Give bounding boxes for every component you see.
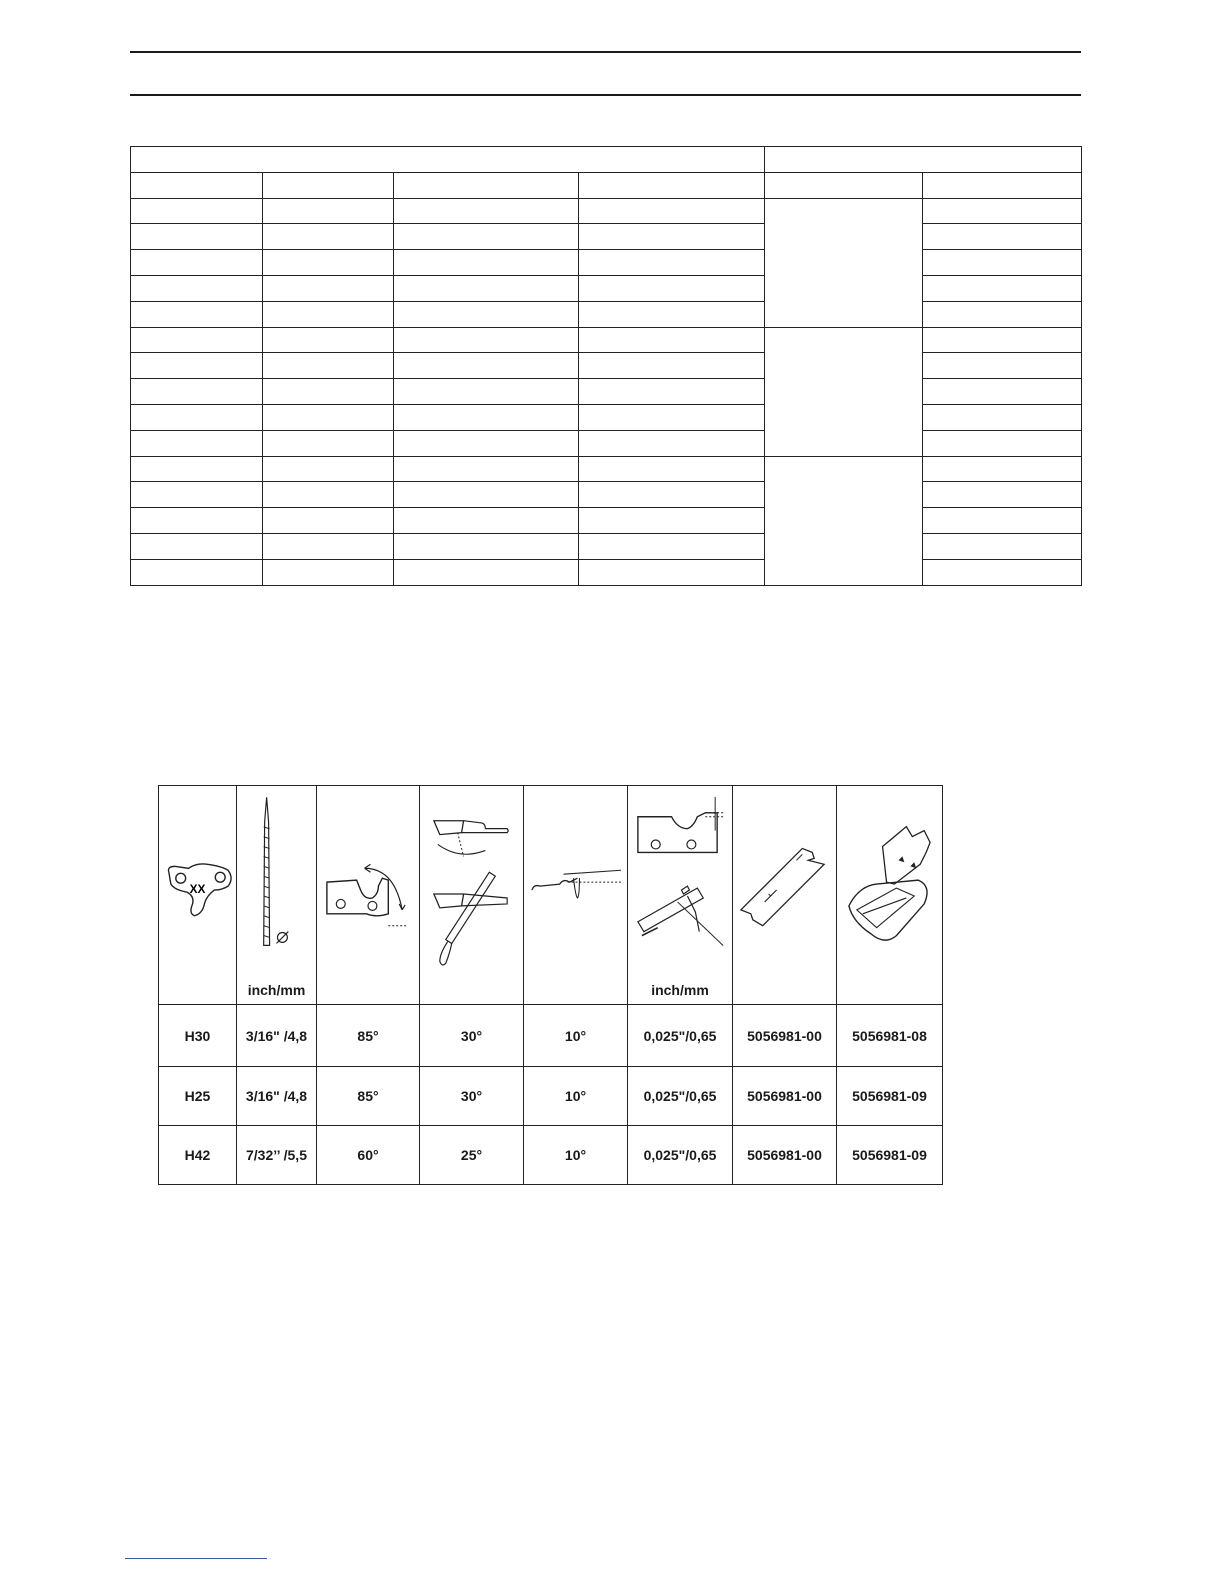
table-row	[131, 533, 1082, 559]
table-cell	[131, 508, 263, 534]
filing-angle-value-cell: 30°	[420, 1067, 524, 1126]
table-cell	[394, 301, 579, 327]
table-row	[131, 224, 1082, 250]
table-cell	[923, 224, 1082, 250]
table-cell	[394, 198, 579, 224]
table-cell	[923, 482, 1082, 508]
table-cell	[579, 508, 765, 534]
table-cell	[579, 250, 765, 276]
table-cell	[579, 404, 765, 430]
table-cell	[263, 327, 394, 353]
table-row	[131, 327, 1082, 353]
table-cell	[394, 327, 579, 353]
table-cell	[923, 533, 1082, 559]
top-angle-cell: 85°	[317, 1005, 420, 1067]
table-cell	[579, 430, 765, 456]
table-cell	[263, 275, 394, 301]
chain-type-cell: H30	[159, 1005, 237, 1067]
table-header-cell	[765, 147, 1082, 173]
table-cell	[131, 559, 263, 585]
table-cell	[131, 250, 263, 276]
table-cell	[131, 327, 263, 353]
table-row	[131, 430, 1082, 456]
table-cell	[131, 456, 263, 482]
gauge-tool-number-cell: 5056981-00	[733, 1005, 837, 1067]
table-row	[159, 1067, 943, 1126]
table-cell	[923, 404, 1082, 430]
table-cell	[131, 404, 263, 430]
table-row	[131, 250, 1082, 276]
table-cell	[131, 353, 263, 379]
table-cell	[579, 379, 765, 405]
table-header-cell	[131, 147, 765, 173]
file-size-cell: 7/32’’ /5,5	[237, 1126, 317, 1185]
table-cell	[765, 172, 923, 198]
table-row	[131, 353, 1082, 379]
table-row	[131, 301, 1082, 327]
table-cell	[263, 430, 394, 456]
table-cell	[923, 508, 1082, 534]
top-plate-angle-icon	[317, 786, 419, 1004]
holder-angle-cell: 10°	[524, 1067, 628, 1126]
file-unit-label: inch/mm	[247, 982, 306, 998]
depth-gauge-tool-icon	[733, 786, 836, 1004]
table-cell	[131, 275, 263, 301]
table-cell	[263, 404, 394, 430]
file-holder-angle-cell	[524, 786, 628, 1005]
table-row	[131, 404, 1082, 430]
holder-angle-cell: 10°	[524, 1005, 628, 1067]
depth-unit-label: inch/mm	[651, 982, 709, 998]
top-angle-cell: 60°	[317, 1126, 420, 1185]
chain-illustration-cell	[159, 786, 237, 1005]
table-cell	[131, 198, 263, 224]
table-row	[131, 559, 1082, 585]
table-cell	[579, 482, 765, 508]
table-cell	[394, 456, 579, 482]
sharpening-data-table	[158, 785, 943, 1185]
table-cell	[263, 559, 394, 585]
file-size-cell: 3/16" /4,8	[237, 1067, 317, 1126]
table-cell	[923, 353, 1082, 379]
table-cell	[923, 250, 1082, 276]
round-file-icon	[237, 786, 316, 1004]
table-subheader-row	[131, 172, 1082, 198]
table-cell	[131, 172, 263, 198]
table-merged-cell	[765, 327, 923, 456]
table-cell	[131, 533, 263, 559]
table-row	[131, 275, 1082, 301]
table-row	[159, 1005, 943, 1067]
table-cell	[579, 327, 765, 353]
file-guide-number-cell: 5056981-08	[837, 1005, 943, 1067]
table-cell	[263, 301, 394, 327]
table-cell	[394, 559, 579, 585]
table-cell	[131, 301, 263, 327]
table-row	[131, 379, 1082, 405]
depth-gauge-cell	[628, 786, 733, 1005]
table-row	[131, 482, 1082, 508]
table-cell	[131, 379, 263, 405]
top-plate-angle-cell	[317, 786, 420, 1005]
gauge-tool-number-cell: 5056981-00	[733, 1067, 837, 1126]
header-rule-top	[130, 51, 1081, 53]
table-cell	[131, 482, 263, 508]
table-cell	[579, 224, 765, 250]
table-cell	[394, 508, 579, 534]
table-cell	[263, 198, 394, 224]
table-cell	[579, 275, 765, 301]
table-cell	[923, 198, 1082, 224]
bar-chain-combination-table	[130, 146, 1082, 586]
table-cell	[394, 250, 579, 276]
filing-angle-value-cell: 30°	[420, 1005, 524, 1067]
table-cell	[579, 533, 765, 559]
table-row	[131, 198, 1082, 224]
chain-link-icon	[159, 786, 236, 1004]
table-cell	[923, 456, 1082, 482]
header-rule-bottom	[130, 94, 1081, 96]
table-cell	[923, 327, 1082, 353]
file-size-cell: 3/16" /4,8	[237, 1005, 317, 1067]
table-cell	[579, 172, 765, 198]
table-cell	[131, 224, 263, 250]
table-cell	[394, 404, 579, 430]
table-cell	[394, 275, 579, 301]
file-illustration-cell	[237, 786, 317, 1005]
table-cell	[923, 559, 1082, 585]
table-cell	[923, 275, 1082, 301]
filing-angle-cell	[420, 786, 524, 1005]
table-cell	[263, 482, 394, 508]
table-cell	[394, 379, 579, 405]
table-cell	[263, 379, 394, 405]
table-cell	[394, 533, 579, 559]
chain-type-cell: H25	[159, 1067, 237, 1126]
filing-angle-value-cell: 25°	[420, 1126, 524, 1185]
table-cell	[394, 482, 579, 508]
table-cell	[263, 172, 394, 198]
table-cell	[263, 224, 394, 250]
file-holder-angle-icon	[524, 786, 627, 1004]
illustration-row	[159, 786, 943, 1005]
table-header-row	[131, 147, 1082, 173]
table-cell	[394, 430, 579, 456]
table-cell	[263, 508, 394, 534]
table-cell	[923, 379, 1082, 405]
table-cell	[263, 456, 394, 482]
table-cell	[394, 172, 579, 198]
table-row	[131, 456, 1082, 482]
table-cell	[579, 353, 765, 379]
table-cell	[263, 353, 394, 379]
gauge-tool-number-cell: 5056981-00	[733, 1126, 837, 1185]
table-cell	[923, 301, 1082, 327]
top-angle-cell: 85°	[317, 1067, 420, 1126]
gauge-tool-cell	[733, 786, 837, 1005]
table-cell	[263, 250, 394, 276]
table-cell	[579, 559, 765, 585]
table-merged-cell	[765, 456, 923, 585]
file-guide-number-cell: 5056981-09	[837, 1067, 943, 1126]
file-guide-number-cell: 5056981-09	[837, 1126, 943, 1185]
depth-value-cell: 0,025"/0,65	[628, 1005, 733, 1067]
table-cell	[394, 353, 579, 379]
table-cell	[579, 198, 765, 224]
table-row	[159, 1126, 943, 1185]
depth-value-cell: 0,025"/0,65	[628, 1126, 733, 1185]
filing-angle-icon	[420, 786, 523, 1004]
table-cell	[579, 456, 765, 482]
table-cell	[579, 301, 765, 327]
depth-gauge-setting-icon	[628, 786, 732, 1004]
table-cell	[131, 430, 263, 456]
chain-label: XX	[189, 882, 206, 897]
holder-angle-cell: 10°	[524, 1126, 628, 1185]
table-cell	[923, 172, 1082, 198]
table-cell	[923, 430, 1082, 456]
depth-value-cell: 0,025"/0,65	[628, 1067, 733, 1126]
table-cell	[263, 533, 394, 559]
footnote-rule	[125, 1558, 267, 1559]
table-merged-cell	[765, 198, 923, 327]
table-row	[131, 508, 1082, 534]
chain-type-cell: H42	[159, 1126, 237, 1185]
table-cell	[394, 224, 579, 250]
file-guide-cell	[837, 786, 943, 1005]
file-guide-tool-icon	[837, 786, 942, 1004]
